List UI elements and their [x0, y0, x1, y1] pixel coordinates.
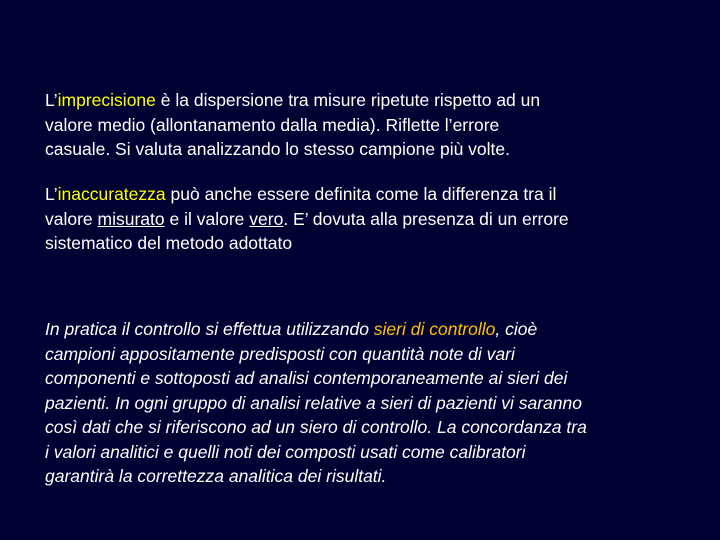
text-line: [45, 88, 540, 113]
text-line: casuale. Si valuta analizzando lo stesso campione più volte.: [45, 139, 510, 159]
text-span: L’: [45, 90, 58, 110]
text-line: sistematico del metodo adottato: [45, 233, 293, 253]
text-line: campioni appositamente predisposti con quantità note di vari: [45, 343, 515, 364]
text-line: pazienti. In ogni gruppo di analisi relative a sieri di pazienti vi saranno: [45, 392, 582, 413]
highlighted-term-sieri-di-controllo: sieri di controllo: [373, 319, 496, 339]
highlighted-term-inaccuratezza: inaccuratezza: [57, 184, 166, 204]
text-line: [45, 207, 569, 232]
underlined-word-vero: vero: [249, 208, 284, 229]
text-span: In pratica il controllo si effettua utilizzando: [45, 319, 374, 339]
text-line: valore medio (allontanamento dalla media). Riflette l’errore: [45, 114, 500, 135]
paragraph-inaccuratezza: [45, 182, 569, 256]
paragraph-controllo: [45, 317, 587, 489]
text-span: è la dispersione tra misure ripetute rispetto ad un: [155, 90, 541, 110]
text-span: valore: [45, 208, 98, 229]
text-span: L’: [45, 184, 58, 204]
text-line: [45, 317, 587, 342]
paragraph-imprecisione: [45, 88, 540, 162]
text-line: i valori analitici e quelli noti dei composti usati come calibratori: [45, 441, 526, 462]
text-span: , cioè: [495, 319, 538, 339]
highlighted-term-imprecisione: imprecisione: [57, 90, 156, 110]
text-span: . E’ dovuta alla presenza di un errore: [283, 208, 569, 229]
text-span: e il valore: [164, 208, 250, 229]
underlined-word-misurato: misurato: [97, 208, 165, 229]
text-line: componenti e sottoposti ad analisi contemporaneamente ai sieri dei: [45, 368, 568, 388]
text-line: garantirà la correttezza analitica dei risultati.: [45, 466, 387, 486]
text-line: così dati che si riferiscono ad un siero di controllo. La concordanza tra: [45, 417, 587, 437]
text-line: [45, 182, 569, 207]
text-span: può anche essere definita come la differenza tra il: [165, 184, 557, 204]
